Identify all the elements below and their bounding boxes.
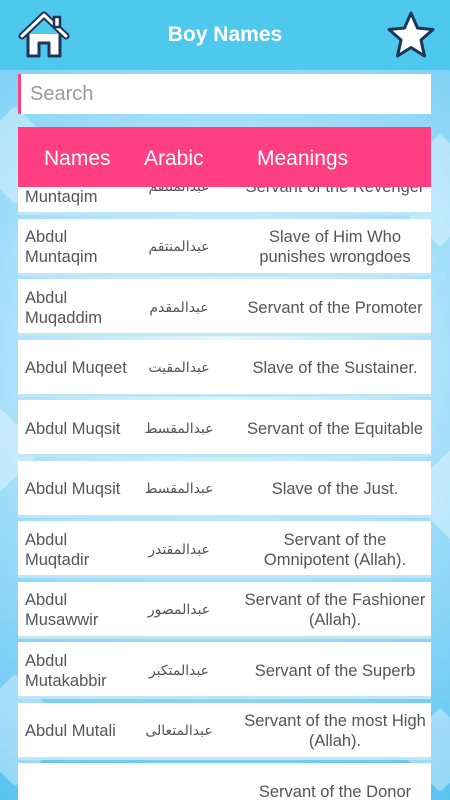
row-arabic-name: [136, 763, 222, 800]
row-name: [25, 763, 135, 800]
table-row[interactable]: [18, 461, 431, 518]
row-meaning: Servant of the Superb: [254, 661, 416, 680]
row-arabic-name: عبدالمقسط: [144, 420, 214, 437]
row-arabic-name: عبدالمقتدر: [148, 541, 210, 558]
row-name: Abdul Muqtadir: [25, 530, 90, 569]
home-button[interactable]: [18, 10, 70, 60]
page-title: Boy Names: [167, 23, 283, 46]
row-arabic-name: عبدالمصور: [147, 602, 211, 618]
row-name: Abdul Mutali: [25, 722, 116, 740]
row-arabic-name: عبدالمتعالى: [145, 723, 213, 739]
row-meaning: Servant of the Promoter: [247, 298, 423, 317]
row-name: Muntaqim: [25, 187, 98, 206]
table-row[interactable]: [18, 642, 431, 699]
table-row[interactable]: [18, 703, 431, 760]
table-row[interactable]: [18, 400, 431, 457]
table-row[interactable]: [18, 582, 431, 639]
row-meaning: Servant of the Donor: [258, 782, 412, 800]
row-arabic-name: عبدالمتكبر: [148, 662, 210, 679]
app-bar: [0, 0, 450, 70]
table-row[interactable]: [18, 763, 431, 800]
home-icon: [18, 10, 70, 60]
row-meaning: Servant of the Omnipotent (Allah).: [263, 530, 407, 569]
row-arabic-name: عبدالمقدم: [149, 299, 209, 316]
row-arabic-name: عبدالمنتقم: [148, 239, 210, 255]
table-row[interactable]: [18, 521, 431, 578]
search-input[interactable]: [30, 83, 431, 106]
row-name: Abdul Muqeet: [25, 359, 127, 377]
row-name: Abdul Muntaqim: [25, 228, 98, 266]
table-row[interactable]: [18, 279, 431, 336]
row-meaning: Servant of the Fashioner (Allah).: [244, 591, 426, 629]
favorites-button[interactable]: [386, 10, 436, 60]
row-name: Abdul Musawwir: [25, 591, 99, 629]
row-arabic-name: عبدالمقسط: [144, 481, 214, 497]
row-name: Abdul Mutakabbir: [25, 651, 107, 690]
header-names: Names: [44, 147, 111, 170]
header-meanings: Meanings: [257, 147, 349, 170]
row-meaning: Slave of Him Who punishes wrongdoes: [259, 228, 411, 266]
row-meaning: Slave of the Sustainer.: [252, 359, 418, 377]
table-row[interactable]: [18, 340, 431, 397]
row-name: Abdul Muqsit: [25, 480, 121, 498]
row-name: Abdul Muqsit: [25, 419, 121, 438]
table-header: [18, 127, 431, 187]
row-name: Abdul Muqaddim: [25, 288, 103, 327]
row-meaning: Servant of the Equitable: [246, 419, 424, 438]
star-icon: [386, 10, 436, 60]
names-list[interactable]: [18, 172, 431, 800]
row-meaning: Servant of the most High (Allah).: [244, 712, 426, 750]
row-arabic-name: عبدالمقيت: [148, 360, 210, 376]
table-row[interactable]: [18, 219, 431, 276]
header-arabic: Arabic: [144, 147, 204, 170]
row-meaning: Slave of the Just.: [271, 480, 399, 498]
search-bar[interactable]: [18, 74, 431, 114]
